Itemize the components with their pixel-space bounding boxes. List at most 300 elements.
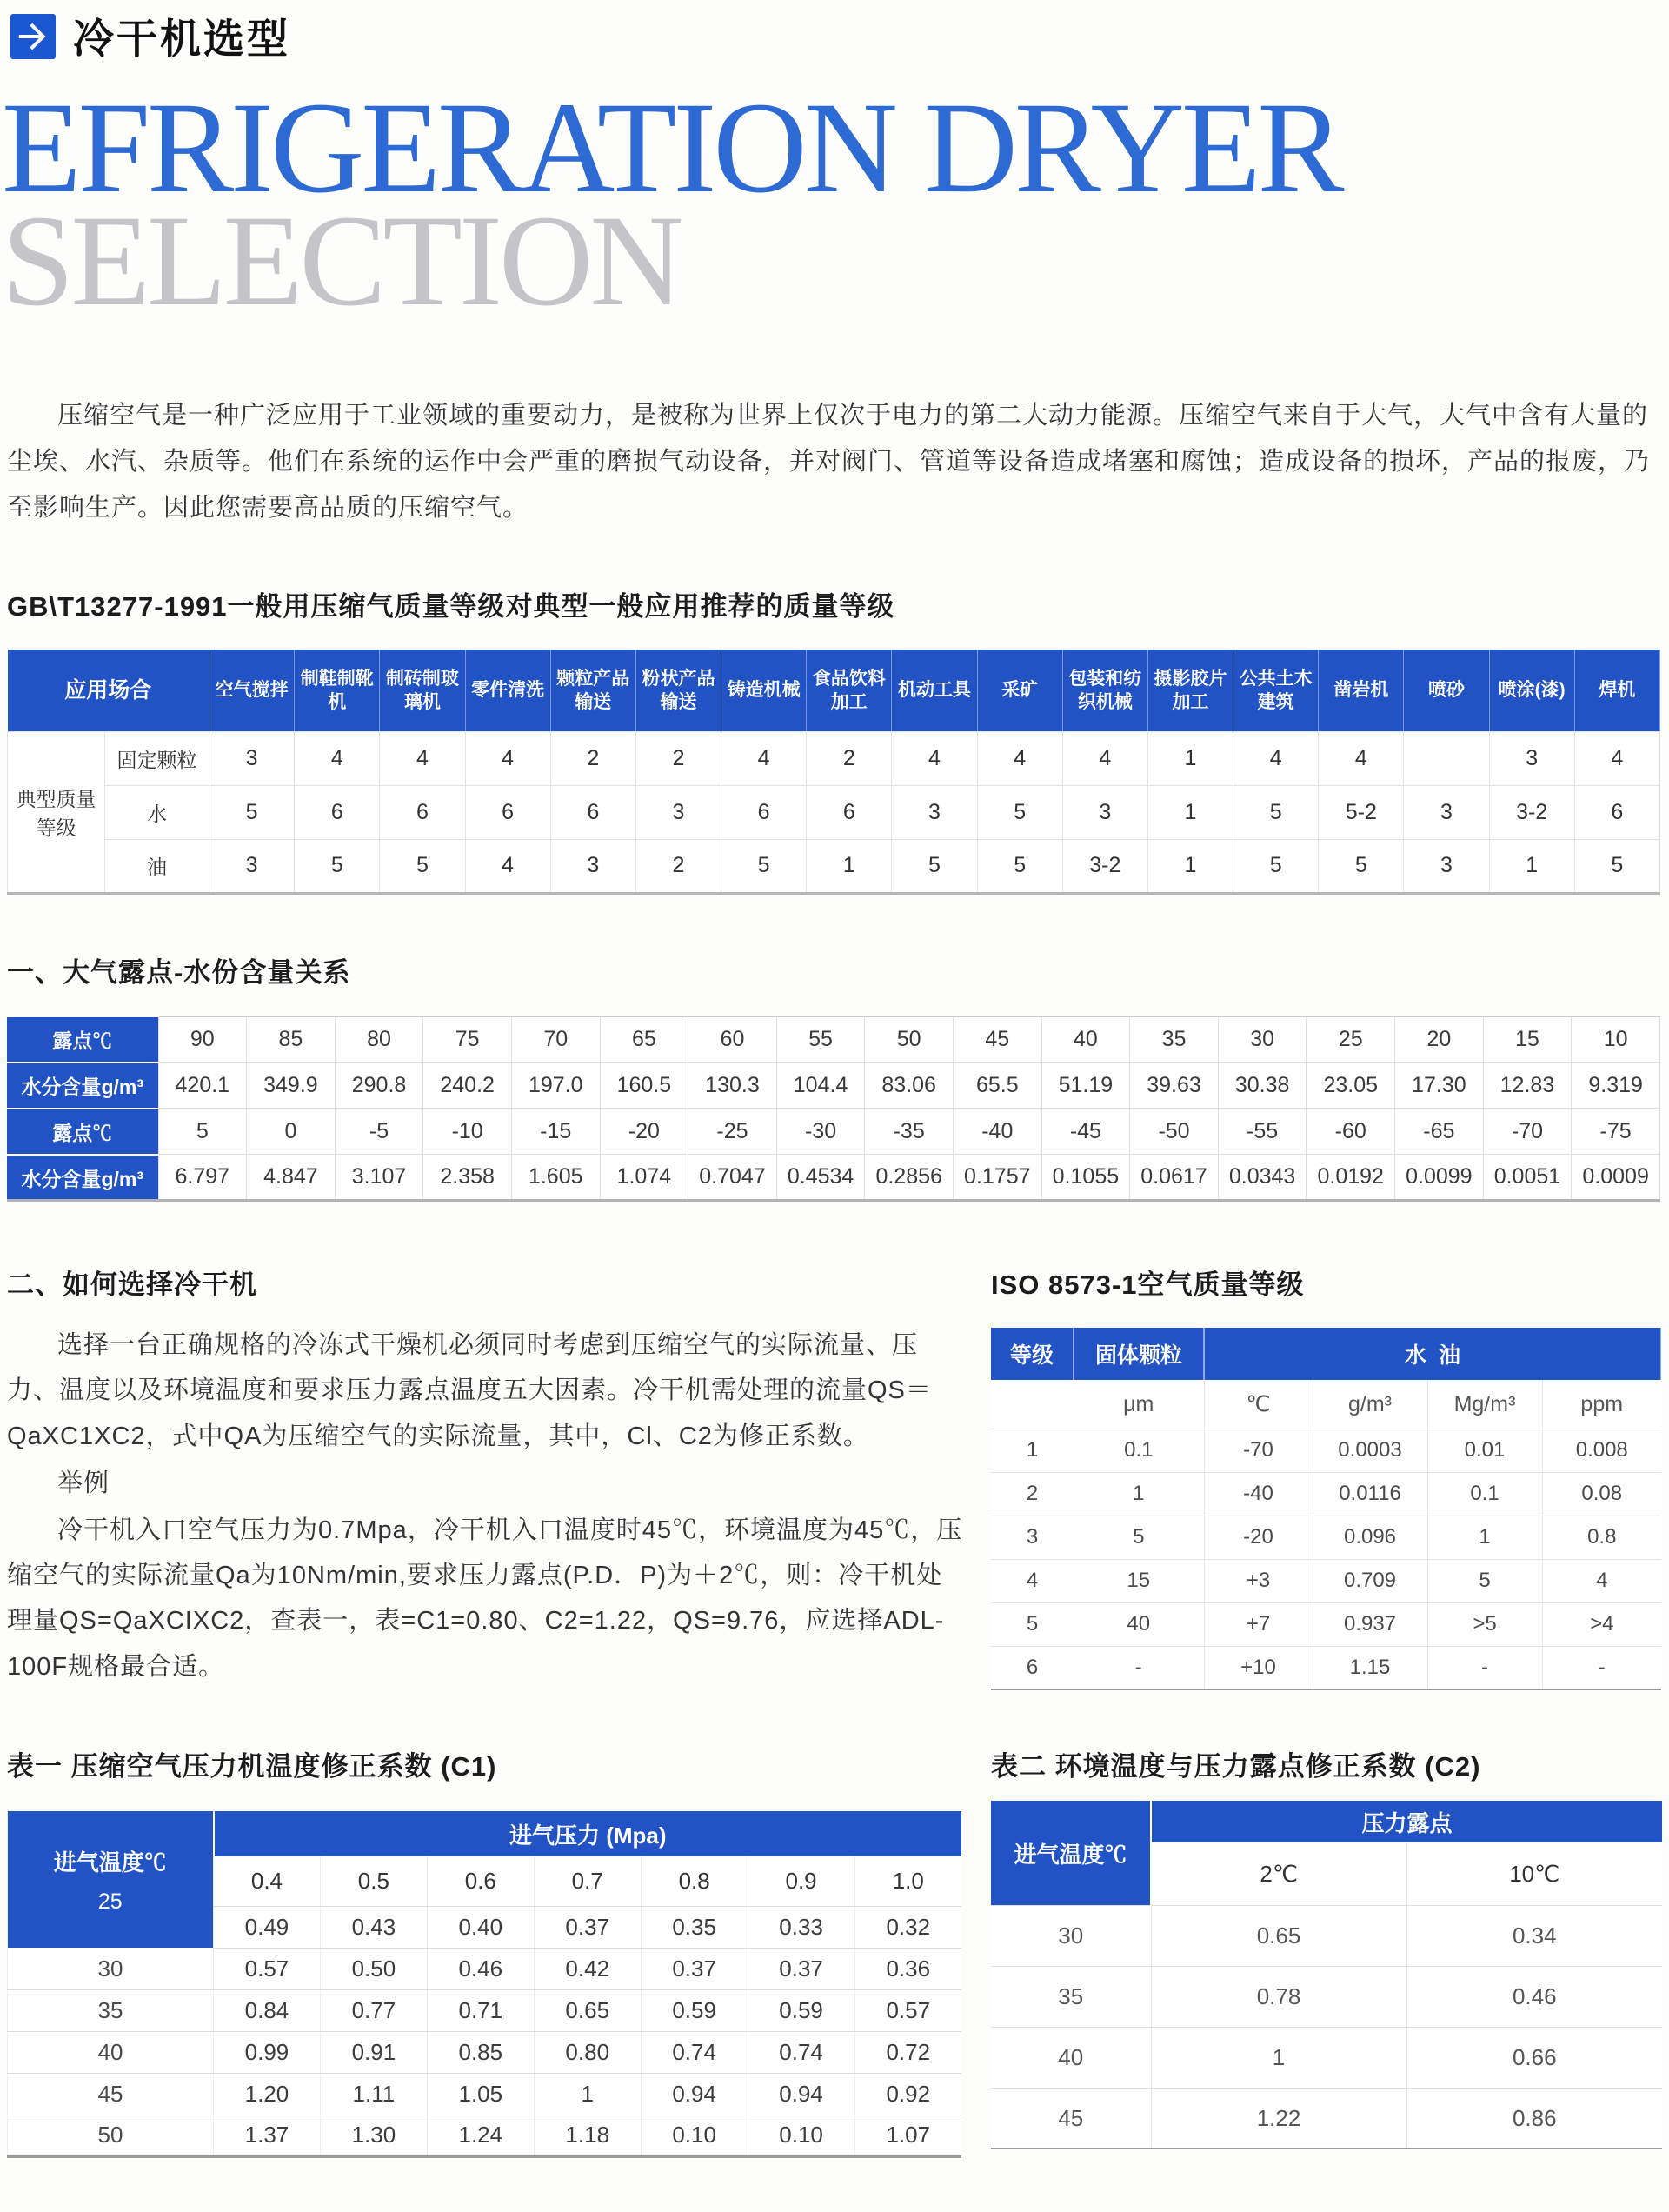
gb-value-cell: 2	[807, 731, 892, 785]
gb-value-cell: 4	[1574, 731, 1659, 785]
c2-temp-cell: 45	[991, 2088, 1151, 2149]
dew-value-cell: 35	[1130, 1016, 1219, 1063]
gb-table-title: GB\T13277-1991一般用压缩气质量等级对典型一般应用推荐的质量等级	[7, 591, 895, 623]
gb-column-header: 喷涂(漆)	[1489, 650, 1574, 731]
gb-value-cell: 3	[209, 839, 295, 893]
gb-value-cell: 3	[635, 785, 721, 839]
c2-temp-cell: 35	[991, 1966, 1151, 2027]
dew-table-row	[7, 1155, 1660, 1201]
c1-pressure-cell: 1.0	[854, 1856, 961, 1906]
c1-value-cell: 0.74	[748, 2031, 854, 2073]
dew-value-cell: -60	[1307, 1109, 1395, 1155]
dew-value-cell: 0.7047	[688, 1155, 777, 1201]
gb-value-cell: 3-2	[1062, 839, 1147, 893]
dew-value-cell: 70	[511, 1016, 600, 1063]
gb-column-header: 采矿	[977, 650, 1062, 731]
dew-value-cell: 85	[247, 1016, 336, 1063]
c1-value-cell: 0.71	[427, 1989, 534, 2031]
gb-value-cell: 6	[1574, 785, 1659, 839]
iso-value-cell: 15	[1074, 1559, 1204, 1602]
gb-value-cell: 3	[892, 785, 977, 839]
dew-value-cell: -25	[688, 1109, 777, 1155]
iso-quality-table	[991, 1328, 1662, 1690]
gb-value-cell: 2	[550, 731, 635, 785]
dew-value-cell: 0.0099	[1395, 1155, 1484, 1201]
gb-value-cell: 3-2	[1489, 785, 1574, 839]
iso-table-row	[991, 1559, 1661, 1602]
iso-value-cell: 1.15	[1313, 1646, 1427, 1689]
iso-table-row	[991, 1516, 1661, 1559]
gb-value-cell: 2	[635, 731, 721, 785]
iso-value-cell: +10	[1204, 1646, 1313, 1689]
c1-pressure-cell: 0.7	[534, 1856, 641, 1906]
c2-value-cell: 0.78	[1151, 1966, 1406, 2027]
gb-value-cell: 5	[1574, 839, 1659, 893]
dew-value-cell: 17.30	[1395, 1063, 1484, 1109]
dew-value-cell: 1.605	[511, 1155, 600, 1201]
iso-value-cell: 0.1	[1074, 1429, 1204, 1472]
dew-value-cell: 349.9	[247, 1063, 336, 1109]
iso-value-cell: 4	[1542, 1559, 1661, 1602]
c2-column	[991, 1744, 1662, 2149]
dew-value-cell: 0.2856	[865, 1155, 954, 1201]
c2-dewpoint-cell: 10℃	[1406, 1842, 1662, 1905]
c1-table-row	[8, 2073, 962, 2115]
gb-column-header: 零件清洗	[465, 650, 550, 731]
c1-table-row	[8, 1989, 962, 2031]
iso-unit-cell: g/m³	[1313, 1380, 1427, 1429]
correction-tables-row	[7, 1744, 1660, 2158]
c1-corner-line1: 进气温度℃	[53, 1849, 167, 1876]
gb-value-cell: 6	[807, 785, 892, 839]
gb-column-header: 焊机	[1574, 650, 1659, 731]
dew-value-cell: 65	[600, 1016, 688, 1063]
dew-value-cell: 30.38	[1218, 1063, 1307, 1109]
c1-value-cell: 0.46	[427, 1948, 534, 1989]
c1-value-cell: 0.10	[748, 2115, 854, 2156]
dew-value-cell: 2.358	[423, 1155, 512, 1201]
c1-table-row	[8, 2115, 962, 2156]
iso-value-cell: 6	[991, 1646, 1074, 1689]
c1-value-cell: 0.57	[854, 1989, 961, 2031]
dew-value-cell: 9.319	[1572, 1063, 1660, 1109]
dew-value-cell: 10	[1572, 1016, 1660, 1063]
c1-value-cell: 1.11	[320, 2073, 427, 2115]
dew-value-cell: 0.1055	[1041, 1155, 1130, 1201]
c1-value-cell: 0.49	[214, 1906, 321, 1948]
dew-value-cell: 40	[1041, 1016, 1130, 1063]
dew-value-cell: 4.847	[247, 1155, 336, 1201]
c1-temp-cell: 35	[8, 1989, 214, 2031]
c2-value-cell: 0.46	[1406, 1966, 1662, 2027]
c2-table-row	[991, 1966, 1662, 2027]
gb-value-cell: 5	[380, 839, 465, 893]
dew-value-cell: -20	[600, 1109, 688, 1155]
gb-value-cell: 4	[1062, 731, 1147, 785]
c1-value-cell: 0.32	[854, 1906, 961, 1948]
iso-value-cell: 0.0116	[1313, 1472, 1427, 1516]
c2-table-title: 表二 环境温度与压力露点修正系数 (C2)	[991, 1751, 1481, 1782]
iso-value-cell: -20	[1204, 1516, 1313, 1559]
iso-water-oil-header: 水 油	[1204, 1328, 1661, 1380]
c1-value-cell: 0.35	[641, 1906, 748, 1948]
c1-value-cell: 1.24	[427, 2115, 534, 2156]
gb-value-cell: 4	[380, 731, 465, 785]
gb-value-cell: 6	[380, 785, 465, 839]
c1-value-cell: 0.37	[748, 1948, 854, 1989]
dew-value-cell: 1.074	[600, 1155, 688, 1201]
c1-value-cell: 0.33	[748, 1906, 854, 1948]
gb-table-row	[8, 785, 1660, 839]
gb-value-cell: 2	[635, 839, 721, 893]
iso-value-cell: +3	[1204, 1559, 1313, 1602]
iso-value-cell: 1	[1427, 1516, 1542, 1559]
c1-value-cell: 1	[534, 2073, 641, 2115]
gb-column-header: 颗粒产品输送	[550, 650, 635, 731]
c2-dewpoint-cell: 2℃	[1151, 1842, 1406, 1905]
c1-value-cell: 0.77	[320, 1989, 427, 2031]
c1-value-cell: 0.85	[427, 2031, 534, 2073]
iso-value-cell: -	[1542, 1646, 1661, 1689]
dew-value-cell: 45	[953, 1016, 1041, 1063]
gb-value-cell: 4	[465, 839, 550, 893]
c1-value-cell: 0.99	[214, 2031, 321, 2073]
c1-value-cell: 0.72	[854, 2031, 961, 2073]
iso-value-cell: 5	[1427, 1559, 1542, 1602]
gb-column-header: 空气搅拌	[209, 650, 295, 731]
c1-value-cell: 0.36	[854, 1948, 961, 1989]
c2-value-cell: 0.34	[1406, 1905, 1662, 1966]
section1-heading: 一、大气露点-水份含量关系	[7, 956, 351, 988]
dew-value-cell: 83.06	[865, 1063, 954, 1109]
dew-value-cell: 0.0343	[1218, 1155, 1307, 1201]
c1-pressure-cell: 0.9	[748, 1856, 854, 1906]
c2-value-cell: 1	[1151, 2027, 1406, 2088]
gb-value-cell: 5	[1233, 785, 1319, 839]
dew-value-cell: 50	[865, 1016, 954, 1063]
iso-value-cell: 0.008	[1542, 1429, 1661, 1472]
dew-value-cell: 0.0009	[1572, 1155, 1660, 1201]
iso-column	[991, 1263, 1662, 1690]
dew-table-row	[7, 1063, 1660, 1109]
gb-value-cell: 4	[721, 731, 807, 785]
iso-units-row	[991, 1380, 1661, 1429]
section2-heading: 二、如何选择冷干机	[7, 1269, 257, 1301]
dew-value-cell: -70	[1483, 1109, 1572, 1155]
dew-value-cell: -10	[423, 1109, 512, 1155]
dew-value-cell: 0.0617	[1130, 1155, 1219, 1201]
iso-unit-cell: ppm	[1542, 1380, 1661, 1429]
iso-unit-cell: ℃	[1204, 1380, 1313, 1429]
iso-value-cell: 3	[991, 1516, 1074, 1559]
dew-value-cell: 197.0	[511, 1063, 600, 1109]
gb-column-header: 公共土木建筑	[1233, 650, 1319, 731]
dew-value-cell: -35	[865, 1109, 954, 1155]
arrow-icon	[10, 14, 56, 59]
c1-value-cell: 0.74	[641, 2031, 748, 2073]
dew-value-cell: -15	[511, 1109, 600, 1155]
gb-value-cell: 6	[721, 785, 807, 839]
iso-value-cell: -70	[1204, 1429, 1313, 1472]
gb-column-header: 粉状产品输送	[635, 650, 721, 731]
gb-column-header: 包装和纺织机械	[1062, 650, 1147, 731]
c2-value-cell: 0.66	[1406, 2027, 1662, 2088]
iso-table-row	[991, 1602, 1661, 1646]
c1-value-cell: 1.07	[854, 2115, 961, 2156]
gb-value-cell: 3	[209, 731, 295, 785]
c1-value-cell: 1.30	[320, 2115, 427, 2156]
iso-value-cell: 0.08	[1542, 1472, 1661, 1516]
iso-value-cell: +7	[1204, 1602, 1313, 1646]
gb-value-cell: 5	[295, 839, 380, 893]
gb-value-cell: 6	[465, 785, 550, 839]
c1-value-cell: 0.43	[320, 1906, 427, 1948]
gb-value-cell: 5	[977, 839, 1062, 893]
gb-value-cell: 1	[1489, 839, 1574, 893]
c2-corner-cell: 进气温度℃	[991, 1801, 1151, 1905]
dew-value-cell: 290.8	[335, 1063, 423, 1109]
c1-value-cell: 0.37	[534, 1906, 641, 1948]
gb-row-group-label: 典型质量等级	[8, 731, 105, 893]
c1-temp-cell: 40	[8, 2031, 214, 2073]
c1-table-title: 表一 压缩空气压力机温度修正系数 (C1)	[7, 1751, 497, 1782]
dew-value-cell: 6.797	[158, 1155, 247, 1201]
gb-value-cell: 3	[1404, 839, 1489, 893]
c1-value-cell: 0.59	[641, 1989, 748, 2031]
c2-table-row	[991, 1905, 1662, 1966]
iso-value-cell: -	[1074, 1646, 1204, 1689]
iso-value-cell: 0.01	[1427, 1429, 1542, 1472]
iso-value-cell: 0.937	[1313, 1602, 1427, 1646]
example-label: 举例	[57, 1469, 110, 1497]
c1-value-cell: 0.50	[320, 1948, 427, 1989]
dew-value-cell: 39.63	[1130, 1063, 1219, 1109]
iso-value-cell: 5	[991, 1602, 1074, 1646]
dew-value-cell: -55	[1218, 1109, 1307, 1155]
iso-value-cell: 40	[1074, 1602, 1204, 1646]
gb-value-cell: 4	[1319, 731, 1404, 785]
dew-value-cell: 55	[776, 1016, 865, 1063]
gb-value-cell: 4	[295, 731, 380, 785]
gb-column-header: 喷砂	[1404, 650, 1489, 731]
gb-value-cell	[1404, 731, 1489, 785]
gb-column-header: 食品饮料加工	[807, 650, 892, 731]
c2-table-row	[991, 2088, 1662, 2149]
c1-table-row	[8, 1948, 962, 1989]
c1-value-cell: 0.57	[214, 1948, 321, 1989]
gb-column-header: 凿岩机	[1319, 650, 1404, 731]
iso-unit-cell: Mg/m³	[1427, 1380, 1542, 1429]
c1-value-cell: 1.18	[534, 2115, 641, 2156]
selection-text-column	[7, 1263, 963, 1689]
dew-value-cell: 0.0051	[1483, 1155, 1572, 1201]
dew-value-cell: -5	[335, 1109, 423, 1155]
iso-value-cell: 0.8	[1542, 1516, 1661, 1559]
c1-pressure-header: 进气压力 (Mpa)	[214, 1811, 962, 1856]
c1-corner-cell	[8, 1811, 214, 1948]
dew-value-cell: 80	[335, 1016, 423, 1063]
gb-value-cell: 4	[977, 731, 1062, 785]
iso-value-cell: 0.1	[1427, 1472, 1542, 1516]
iso-units-blank	[991, 1380, 1074, 1429]
c1-value-cell: 0.59	[748, 1989, 854, 2031]
gb-value-cell: 1	[1147, 785, 1233, 839]
iso-value-cell: 0.709	[1313, 1559, 1427, 1602]
dew-value-cell: 420.1	[158, 1063, 247, 1109]
iso-value-cell: 0.0003	[1313, 1429, 1427, 1472]
c2-value-cell: 0.86	[1406, 2088, 1662, 2149]
dew-value-cell: 12.83	[1483, 1063, 1572, 1109]
gb-value-cell: 5	[721, 839, 807, 893]
dew-row-label: 露点℃	[7, 1109, 158, 1155]
gb-value-cell: 5	[977, 785, 1062, 839]
c1-temp-cell: 30	[8, 1948, 214, 1989]
gb-value-cell: 5-2	[1319, 785, 1404, 839]
c1-value-cell: 0.65	[534, 1989, 641, 2031]
gb-value-cell: 1	[1147, 731, 1233, 785]
title-en-secondary: SELECTION	[2, 188, 681, 333]
gb-value-cell: 5	[892, 839, 977, 893]
c1-value-cell: 0.91	[320, 2031, 427, 2073]
c2-value-cell: 0.65	[1151, 1905, 1406, 1966]
iso-value-cell: 1	[1074, 1472, 1204, 1516]
dew-value-cell: -65	[1395, 1109, 1484, 1155]
gb-value-cell: 3	[550, 839, 635, 893]
iso-value-cell: >5	[1427, 1602, 1542, 1646]
c1-corner-line2: 25	[97, 1889, 123, 1914]
c1-pressure-cell: 0.4	[214, 1856, 321, 1906]
dew-table-row	[7, 1109, 1660, 1155]
iso-value-cell: 1	[991, 1429, 1074, 1472]
iso-value-cell: 4	[991, 1559, 1074, 1602]
gb-value-cell: 5	[1233, 839, 1319, 893]
page-title: 冷干机选型	[73, 16, 290, 62]
dew-value-cell: 51.19	[1041, 1063, 1130, 1109]
c1-value-cell: 1.37	[214, 2115, 321, 2156]
selection-and-iso-row	[7, 1263, 1660, 1690]
c2-correction-table	[991, 1801, 1662, 2149]
c1-pressure-cell: 0.6	[427, 1856, 534, 1906]
iso-particles-header: 固体颗粒	[1074, 1328, 1204, 1380]
c1-value-cell: 1.20	[214, 2073, 321, 2115]
gb-row-label: 固定颗粒	[105, 731, 209, 785]
dew-value-cell: -75	[1572, 1109, 1660, 1155]
example-paragraph: 冷干机入口空气压力为0.7Mpa，冷干机入口温度时45℃，环境温度为45℃，压缩空气的实际流量Qa为10Nm/min,要求压力露点(P.D．P)为＋2℃，则：冷干机处理量QS=QaXCIXC2，查表一，表=C1=0.80、C2=1.22，QS=9.76，应选择ADL-100F规格最合适。	[7, 1516, 963, 1681]
c1-value-cell: 0.94	[748, 2073, 854, 2115]
gb-column-header: 机动工具	[892, 650, 977, 731]
dewpoint-table	[7, 1016, 1660, 1203]
c1-value-cell: 0.84	[214, 1989, 321, 2031]
gb-table-row	[8, 839, 1660, 893]
c2-temp-cell: 30	[991, 1905, 1151, 1966]
dew-value-cell: 65.5	[953, 1063, 1041, 1109]
gb-value-cell: 6	[550, 785, 635, 839]
dew-value-cell: 23.05	[1307, 1063, 1395, 1109]
dew-table-row	[7, 1016, 1660, 1063]
page-header	[10, 7, 1660, 65]
dew-row-label: 水分含量g/m³	[7, 1063, 158, 1109]
gb-value-cell: 3	[1062, 785, 1147, 839]
iso-value-cell: >4	[1542, 1602, 1661, 1646]
dew-row-label: 露点℃	[7, 1016, 158, 1063]
gb-column-header: 铸造机械	[721, 650, 807, 731]
dew-value-cell: 0	[247, 1109, 336, 1155]
gb-table-row	[8, 731, 1660, 785]
c1-value-cell: 0.92	[854, 2073, 961, 2115]
c1-value-cell: 0.80	[534, 2031, 641, 2073]
intro-paragraph: 压缩空气是一种广泛应用于工业领域的重要动力，是被称为世界上仅次于电力的第二大动力能源。压缩空气来自于大气，大气中含有大量的尘埃、水汽、杂质等。他们在系统的运作中会严重的磨损气动设备，并对阀门、管道等设备造成堵塞和腐蚀；造成设备的损坏，产品的报废，乃至影响生产。因此您需要高品质的压缩空气。	[7, 402, 1651, 522]
c2-value-cell: 1.22	[1151, 2088, 1406, 2149]
c2-dewpoint-header: 压力露点	[1151, 1801, 1662, 1842]
gb-row-label: 水	[105, 785, 209, 839]
c1-value-cell: 0.40	[427, 1906, 534, 1948]
c1-pressure-cell: 0.5	[320, 1856, 427, 1906]
gb-corner-header: 应用场合	[8, 650, 209, 731]
c1-column	[7, 1744, 963, 2158]
dew-value-cell: 130.3	[688, 1063, 777, 1109]
c1-value-cell: 1.05	[427, 2073, 534, 2115]
gb-value-cell: 6	[295, 785, 380, 839]
dew-value-cell: 90	[158, 1016, 247, 1063]
gb-column-header: 制砖制玻璃机	[380, 650, 465, 731]
dew-value-cell: 240.2	[423, 1063, 512, 1109]
gb-value-cell: 3	[1489, 731, 1574, 785]
c1-value-cell: 0.10	[641, 2115, 748, 2156]
c1-pressure-cell: 0.8	[641, 1856, 748, 1906]
c1-value-cell: 0.42	[534, 1948, 641, 1989]
dew-value-cell: 30	[1218, 1016, 1307, 1063]
gb-column-header: 制鞋制靴机	[295, 650, 380, 731]
c1-temp-cell: 45	[8, 2073, 214, 2115]
c1-value-cell: 0.37	[641, 1948, 748, 1989]
iso-value-cell: -	[1427, 1646, 1542, 1689]
title-en-primary: EFRIGERATION DRYER	[2, 76, 1341, 220]
iso-value-cell: 0.096	[1313, 1516, 1427, 1559]
dew-value-cell: 5	[158, 1109, 247, 1155]
gb-value-cell: 5	[209, 785, 295, 839]
iso-table-row	[991, 1472, 1661, 1516]
iso-unit-cell: μm	[1074, 1380, 1204, 1429]
c1-value-cell: 0.94	[641, 2073, 748, 2115]
iso-value-cell: 5	[1074, 1516, 1204, 1559]
dew-value-cell: -50	[1130, 1109, 1219, 1155]
gb-value-cell: 4	[465, 731, 550, 785]
gb-column-header: 摄影胶片加工	[1147, 650, 1233, 731]
dew-value-cell: 3.107	[335, 1155, 423, 1201]
iso-table-row	[991, 1429, 1661, 1472]
iso-table-title: ISO 8573-1空气质量等级	[991, 1269, 1305, 1301]
gb-value-cell: 1	[807, 839, 892, 893]
dew-value-cell: -45	[1041, 1109, 1130, 1155]
dew-row-label: 水分含量g/m³	[7, 1155, 158, 1201]
iso-value-cell: 2	[991, 1472, 1074, 1516]
gb-value-cell: 3	[1404, 785, 1489, 839]
selection-paragraph: 选择一台正确规格的冷冻式干燥机必须同时考虑到压缩空气的实际流量、压力、温度以及环境温度和要求压力露点温度五大因素。冷干机需处理的流量QS＝QaXC1XC2，式中QA为压缩空气的实际流量，其中，Cl、C2为修正系数。	[7, 1331, 932, 1450]
c2-table-row	[991, 2027, 1662, 2088]
dew-value-cell: 60	[688, 1016, 777, 1063]
c1-table-row	[8, 2031, 962, 2073]
c2-temp-cell: 40	[991, 2027, 1151, 2088]
gb-value-cell: 4	[892, 731, 977, 785]
dew-value-cell: 15	[1483, 1016, 1572, 1063]
gb-value-cell: 1	[1147, 839, 1233, 893]
dew-value-cell: 0.0192	[1307, 1155, 1395, 1201]
gb-value-cell: 4	[1233, 731, 1319, 785]
iso-table-row	[991, 1646, 1661, 1689]
dew-value-cell: 20	[1395, 1016, 1484, 1063]
dew-value-cell: 25	[1307, 1016, 1395, 1063]
dew-value-cell: -30	[776, 1109, 865, 1155]
